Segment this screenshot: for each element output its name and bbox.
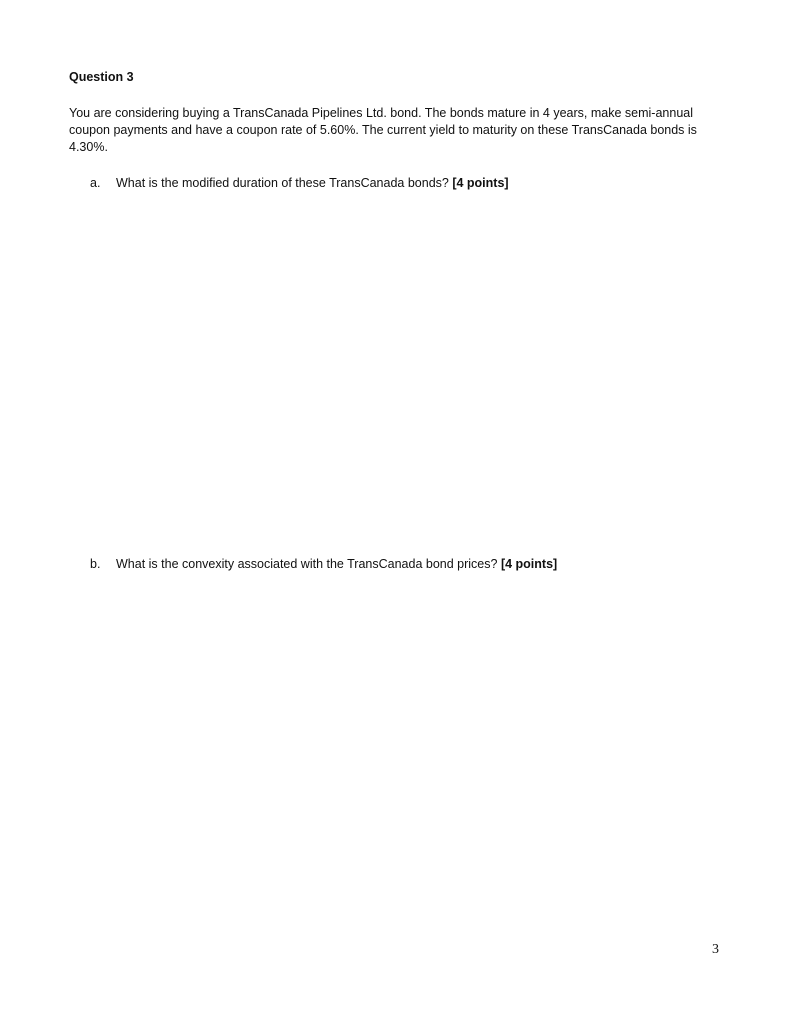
page-number: 3 [712, 942, 719, 957]
question-body: You are considering buying a TransCanada Pipelines Ltd. bond. The bonds mature in 4 years, make semi-annual coupon payments and have a coupon rate of 5.60%. The current yield to maturity on these TransCanada bonds is 4.30%. [69, 106, 697, 154]
part-a [90, 175, 509, 192]
part-a-marker: a. [90, 176, 101, 190]
part-b-text: What is the convexity associated with the TransCanada bond prices? [116, 557, 501, 571]
part-b [90, 556, 557, 573]
part-b-marker: b. [90, 557, 101, 571]
part-b-points: [4 points] [500, 557, 558, 571]
question-heading: Question 3 [69, 70, 134, 84]
part-a-points: [4 points] [452, 176, 509, 190]
part-a-text: What is the modified duration of these TransCanada bonds? [116, 176, 453, 190]
